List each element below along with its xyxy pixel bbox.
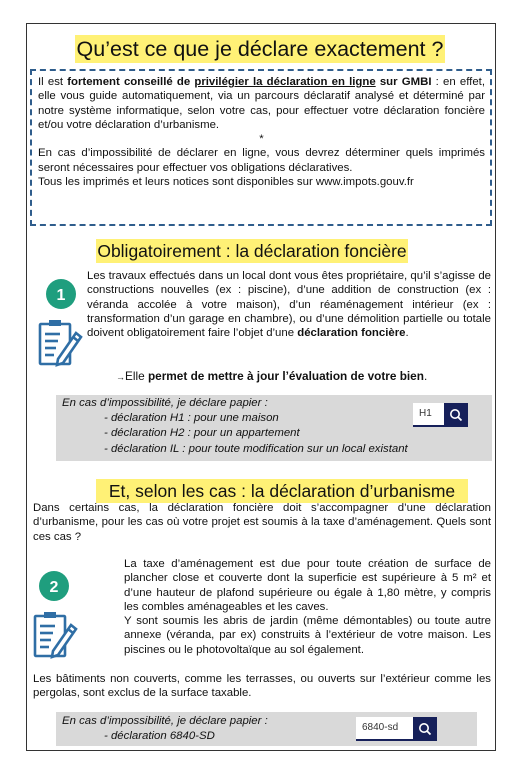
arrow-icon: → <box>116 372 125 382</box>
intro-box <box>30 69 492 226</box>
clipboard-icon <box>35 612 76 657</box>
document-page <box>26 23 496 751</box>
intro-text: Il est <box>38 76 68 88</box>
intro-paragraph-2: En cas d’impossibilité de déclarer en ligne, vous devrez déterminer quels imprimés seront nécessaires pour effectuer vos obligations déclaratives. <box>38 147 485 174</box>
search-6840-button[interactable] <box>413 717 437 741</box>
section2-heading: Et, selon les cas : la déclaration d’urbanisme <box>96 479 468 503</box>
search-icon <box>449 408 463 422</box>
section1-body <box>87 269 491 340</box>
section2-excluded-paragraph: Les bâtiments non couverts, comme les terrasses, ou ouverts sur l’extérieur comme les pergolas, sont exclus de la surface taxable. <box>33 673 491 700</box>
paper-intro: En cas d’impossibilité, je déclare papier : <box>62 397 268 409</box>
intro-paragraph-3: Tous les imprimés et leurs notices sont disponibles sur www.impots.gouv.fr <box>38 176 414 189</box>
intro-separator: * <box>259 133 264 146</box>
paper-item-6840: - déclaration 6840-SD <box>104 730 215 742</box>
search-6840-field[interactable]: 6840-sd <box>356 717 413 741</box>
search-h1-button[interactable] <box>444 403 468 427</box>
search-icon <box>418 722 432 736</box>
search-6840[interactable] <box>356 717 437 741</box>
intro-rest: : en effet, elle vous guide automatiquement, via un parcours déclaratif analysé et déterminé par notre système informatique, selon votre cas, pour effectuer votre déclaration foncière et/ou votre déclaration d’urbanisme. <box>38 76 485 131</box>
paper-item-il: - déclaration IL : pour toute modification sur un local existant <box>104 443 408 455</box>
section2-subject-paragraph: Y sont soumis les abris de jardin (même démontables) ou toute autre annexe (véranda, par ex) construits à l’extérieur de votre maison. Les piscines ou le photovoltaïque au sol également. <box>124 615 491 656</box>
step-1-icon-group <box>36 277 84 369</box>
step-2-icon-group <box>31 567 79 661</box>
clipboard-icon <box>40 320 81 365</box>
intro-paragraph-1 <box>38 75 485 132</box>
page-title: Qu’est ce que je déclare exactement ? <box>76 37 444 61</box>
section2-intro: Dans certains cas, la déclaration foncière doit s’accompagner d’une déclaration d’urbanisme, pour les cas où votre projet est soumis à la taxe d’aménagement. Quels sont ces cas ? <box>33 502 491 543</box>
step-1-circle-icon <box>46 279 76 309</box>
step-1-number: 1 <box>56 287 66 304</box>
step-2-circle-icon <box>39 571 69 601</box>
arrow-end: . <box>423 369 428 383</box>
intro-bold: fortement conseillé de <box>67 76 195 88</box>
intro-underlined: privilégier la déclaration en ligne <box>194 76 376 88</box>
arrow-bold: permet de mettre à jour l’évaluation de votre bien <box>147 369 424 383</box>
section1-body-end: . <box>405 327 409 340</box>
section1-body-bold: déclaration foncière <box>297 327 406 340</box>
section1-arrow-line <box>116 369 427 385</box>
step-2-number: 2 <box>49 579 59 596</box>
intro-bold-2: sur GMBI <box>375 76 432 88</box>
search-h1-field[interactable]: H1 <box>413 403 444 427</box>
search-h1[interactable] <box>413 403 468 427</box>
section1-heading: Obligatoirement : la déclaration foncière <box>97 241 407 261</box>
section2-paper-box <box>56 712 477 746</box>
section1-paper-box <box>56 395 492 461</box>
paper-intro-2: En cas d’impossibilité, je déclare papier : <box>62 715 268 727</box>
paper-item-h1: - déclaration H1 : pour une maison <box>104 412 279 424</box>
arrow-text: Elle <box>125 369 148 383</box>
section2-tax-paragraph: La taxe d’aménagement est due pour toute création de surface de plancher close et couverte dont la superficie est supérieure à 5 m² et d’une hauteur de plafond supérieure ou égale à 1,80 mètre, y compris les combles aménageables et les caves. <box>124 558 491 613</box>
paper-item-h2: - déclaration H2 : pour un appartement <box>104 427 300 439</box>
section1-body-text: Les travaux effectués dans un local dont vous êtes propriétaire, qu’il s’agisse de constructions nouvelles (ex : piscine), d’une addition de construction (ex : véranda accolée à votre maison), d’un réaménagement intérieur (ex : transformation d’un garage en chambre), ou d’une démolition partielle ou totale doivent obligatoirement faire l’objet d’une <box>87 270 491 340</box>
